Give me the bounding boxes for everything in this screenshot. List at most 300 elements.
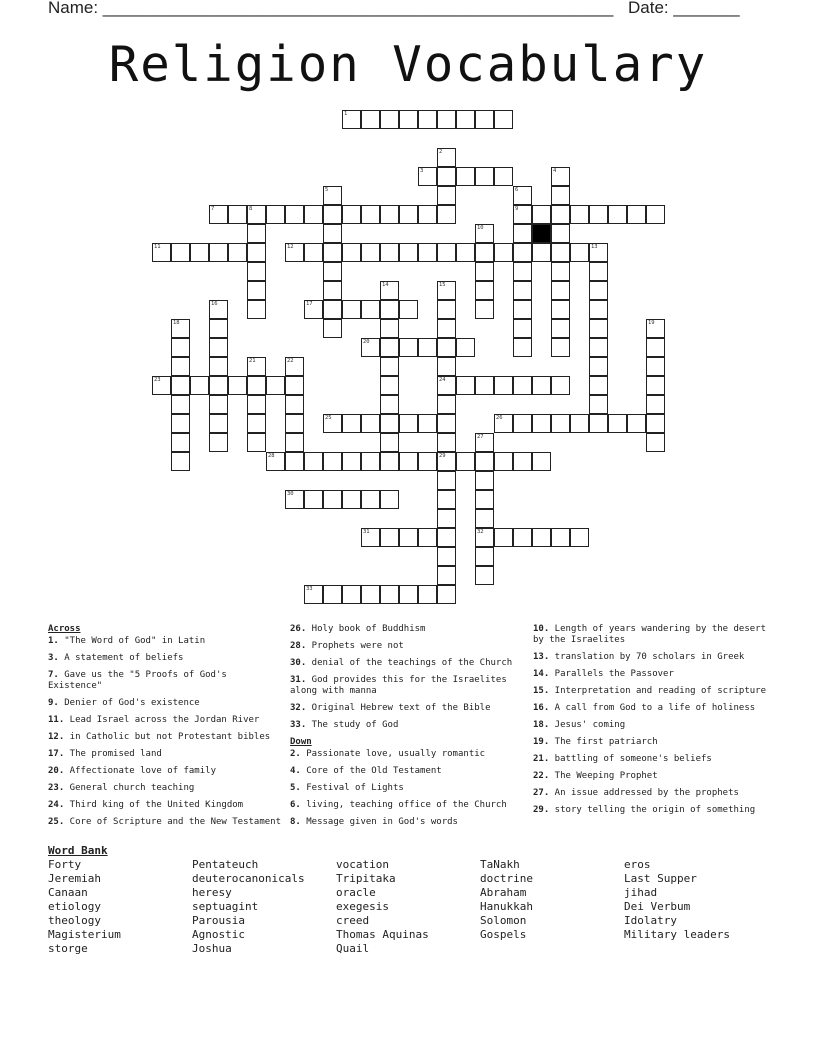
grid-cell[interactable] bbox=[209, 357, 228, 376]
word-bank-item: Canaan bbox=[48, 886, 88, 899]
clue-number: 12 bbox=[287, 244, 294, 250]
grid-cell[interactable] bbox=[399, 110, 418, 129]
grid-cell[interactable] bbox=[247, 414, 266, 433]
clue-number: 3 bbox=[420, 168, 424, 174]
grid-cell[interactable] bbox=[551, 224, 570, 243]
grid-cell[interactable] bbox=[399, 414, 418, 433]
grid-cell[interactable] bbox=[551, 376, 570, 395]
grid-cell[interactable] bbox=[304, 243, 323, 262]
grid-cell[interactable] bbox=[494, 376, 513, 395]
grid-cell[interactable] bbox=[399, 585, 418, 604]
grid-cell[interactable] bbox=[304, 585, 323, 604]
clue-item-text: The study of God bbox=[306, 720, 399, 730]
grid-cell[interactable] bbox=[437, 110, 456, 129]
clue-number: 7 bbox=[211, 206, 215, 212]
word-bank-item: oracle bbox=[336, 886, 376, 899]
grid-cell[interactable] bbox=[589, 414, 608, 433]
grid-cell[interactable] bbox=[456, 338, 475, 357]
clue-number: 26 bbox=[496, 415, 503, 421]
grid-cell[interactable] bbox=[228, 243, 247, 262]
grid-cell[interactable] bbox=[418, 414, 437, 433]
grid-cell[interactable] bbox=[475, 471, 494, 490]
grid-cell[interactable] bbox=[475, 167, 494, 186]
grid-cell[interactable] bbox=[209, 205, 228, 224]
grid-cell[interactable] bbox=[494, 528, 513, 547]
grid-cell[interactable] bbox=[532, 243, 551, 262]
grid-cell[interactable] bbox=[285, 357, 304, 376]
grid-cell[interactable] bbox=[437, 376, 456, 395]
clue-number: 19 bbox=[648, 320, 655, 326]
grid-cell[interactable] bbox=[323, 281, 342, 300]
grid-cell[interactable] bbox=[380, 414, 399, 433]
grid-cell[interactable] bbox=[323, 205, 342, 224]
grid-cell[interactable] bbox=[589, 395, 608, 414]
grid-cell[interactable] bbox=[171, 319, 190, 338]
grid-cell[interactable] bbox=[323, 452, 342, 471]
grid-cell[interactable] bbox=[399, 528, 418, 547]
grid-cell[interactable] bbox=[304, 300, 323, 319]
grid-cell[interactable] bbox=[380, 281, 399, 300]
word-bank-item: Dei Verbum bbox=[624, 900, 691, 913]
grid-cell[interactable] bbox=[475, 243, 494, 262]
grid-cell[interactable] bbox=[551, 205, 570, 224]
grid-cell[interactable] bbox=[475, 376, 494, 395]
grid-cell[interactable] bbox=[285, 433, 304, 452]
grid-cell[interactable] bbox=[285, 376, 304, 395]
grid-cell[interactable] bbox=[475, 224, 494, 243]
grid-cell[interactable] bbox=[627, 414, 646, 433]
word-bank-item: deuterocanonicals bbox=[192, 872, 305, 885]
grid-cell[interactable] bbox=[646, 338, 665, 357]
grid-cell[interactable] bbox=[209, 433, 228, 452]
grid-cell[interactable] bbox=[304, 452, 323, 471]
clue-item-number: 25. bbox=[48, 817, 65, 827]
grid-cell[interactable] bbox=[323, 585, 342, 604]
grid-cell[interactable] bbox=[380, 585, 399, 604]
grid-cell[interactable] bbox=[247, 395, 266, 414]
grid-cell[interactable] bbox=[570, 414, 589, 433]
grid-cell[interactable] bbox=[399, 243, 418, 262]
grid-cell[interactable] bbox=[171, 338, 190, 357]
grid-cell[interactable] bbox=[532, 205, 551, 224]
grid-cell[interactable] bbox=[418, 205, 437, 224]
grid-cell[interactable] bbox=[646, 395, 665, 414]
clue-item-text: denial of the teachings of the Church bbox=[306, 658, 513, 668]
clue-number: 17 bbox=[306, 301, 313, 307]
grid-cell[interactable] bbox=[437, 357, 456, 376]
grid-cell[interactable] bbox=[570, 243, 589, 262]
grid-cell[interactable] bbox=[361, 585, 380, 604]
clue-item bbox=[48, 783, 284, 794]
clue-item-text: in Catholic but not Protestant bibles bbox=[64, 732, 271, 742]
grid-cell[interactable] bbox=[323, 262, 342, 281]
grid-cell[interactable] bbox=[266, 452, 285, 471]
grid-cell[interactable] bbox=[342, 300, 361, 319]
word-bank-item: Last Supper bbox=[624, 872, 697, 885]
grid-cell[interactable] bbox=[437, 186, 456, 205]
grid-cell[interactable] bbox=[646, 433, 665, 452]
word-bank-item: theology bbox=[48, 914, 101, 927]
grid-cell[interactable] bbox=[437, 528, 456, 547]
grid-cell[interactable] bbox=[247, 243, 266, 262]
grid-cell[interactable] bbox=[570, 528, 589, 547]
grid-cell[interactable] bbox=[380, 110, 399, 129]
grid-cell[interactable] bbox=[437, 281, 456, 300]
grid-cell[interactable] bbox=[323, 300, 342, 319]
grid-cell[interactable] bbox=[551, 414, 570, 433]
clue-item-text: A statement of beliefs bbox=[58, 653, 184, 663]
grid-cell[interactable] bbox=[399, 300, 418, 319]
grid-cell[interactable] bbox=[513, 452, 532, 471]
grid-cell[interactable] bbox=[646, 205, 665, 224]
clue-item bbox=[533, 686, 773, 697]
grid-cell[interactable] bbox=[513, 262, 532, 281]
grid-cell[interactable] bbox=[551, 319, 570, 338]
grid-cell[interactable] bbox=[437, 338, 456, 357]
grid-cell[interactable] bbox=[190, 376, 209, 395]
clue-item bbox=[533, 703, 773, 714]
clue-item bbox=[533, 788, 773, 799]
clue-item-number: 8. bbox=[290, 817, 301, 827]
grid-cell[interactable] bbox=[513, 281, 532, 300]
grid-cell[interactable] bbox=[437, 433, 456, 452]
grid-cell[interactable] bbox=[342, 452, 361, 471]
clue-item bbox=[533, 720, 773, 731]
clue-item-text: Prophets were not bbox=[306, 641, 404, 651]
grid-cell[interactable] bbox=[513, 319, 532, 338]
grid-cell[interactable] bbox=[380, 319, 399, 338]
black-square bbox=[532, 224, 551, 243]
grid-cell[interactable] bbox=[475, 281, 494, 300]
grid-cell[interactable] bbox=[532, 376, 551, 395]
grid-cell[interactable] bbox=[475, 528, 494, 547]
grid-cell[interactable] bbox=[437, 490, 456, 509]
grid-cell[interactable] bbox=[494, 243, 513, 262]
grid-cell[interactable] bbox=[456, 376, 475, 395]
clue-item-text: Core of Scripture and the New Testament bbox=[64, 817, 282, 827]
grid-cell[interactable] bbox=[247, 224, 266, 243]
grid-cell[interactable] bbox=[513, 205, 532, 224]
grid-cell[interactable] bbox=[171, 376, 190, 395]
grid-cell[interactable] bbox=[171, 395, 190, 414]
grid-cell[interactable] bbox=[513, 186, 532, 205]
grid-cell[interactable] bbox=[437, 148, 456, 167]
grid-cell[interactable] bbox=[513, 414, 532, 433]
grid-cell[interactable] bbox=[437, 205, 456, 224]
grid-cell[interactable] bbox=[589, 319, 608, 338]
grid-cell[interactable] bbox=[304, 205, 323, 224]
grid-cell[interactable] bbox=[551, 528, 570, 547]
grid-cell[interactable] bbox=[380, 452, 399, 471]
grid-cell[interactable] bbox=[380, 338, 399, 357]
grid-cell[interactable] bbox=[418, 243, 437, 262]
date-label: Date: bbox=[628, 0, 674, 17]
grid-cell[interactable] bbox=[361, 205, 380, 224]
name-line: ______________________________________________________ bbox=[102, 0, 614, 17]
grid-cell[interactable] bbox=[304, 490, 323, 509]
clue-item-number: 1. bbox=[48, 636, 59, 646]
grid-cell[interactable] bbox=[380, 433, 399, 452]
grid-cell[interactable] bbox=[247, 376, 266, 395]
clue-item-text: translation by 70 scholars in Greek bbox=[549, 652, 745, 662]
grid-cell[interactable] bbox=[475, 262, 494, 281]
grid-cell[interactable] bbox=[570, 205, 589, 224]
grid-cell[interactable] bbox=[551, 281, 570, 300]
grid-cell[interactable] bbox=[361, 414, 380, 433]
grid-cell[interactable] bbox=[209, 395, 228, 414]
word-bank-item: vocation bbox=[336, 858, 389, 871]
clue-item-number: 21. bbox=[533, 754, 550, 764]
grid-cell[interactable] bbox=[209, 300, 228, 319]
grid-cell[interactable] bbox=[494, 110, 513, 129]
grid-cell[interactable] bbox=[475, 300, 494, 319]
clue-number: 25 bbox=[325, 415, 332, 421]
grid-cell[interactable] bbox=[342, 414, 361, 433]
grid-cell[interactable] bbox=[646, 414, 665, 433]
word-bank-item: Quail bbox=[336, 942, 370, 955]
grid-cell[interactable] bbox=[456, 243, 475, 262]
grid-cell[interactable] bbox=[380, 376, 399, 395]
word-bank-item: Gospels bbox=[480, 928, 527, 941]
grid-cell[interactable] bbox=[475, 452, 494, 471]
clue-item bbox=[290, 675, 522, 697]
grid-cell[interactable] bbox=[437, 547, 456, 566]
grid-cell[interactable] bbox=[380, 357, 399, 376]
grid-cell[interactable] bbox=[247, 281, 266, 300]
grid-cell[interactable] bbox=[247, 300, 266, 319]
word-bank-item: septuagint bbox=[192, 900, 259, 913]
grid-cell[interactable] bbox=[361, 490, 380, 509]
grid-cell[interactable] bbox=[285, 243, 304, 262]
grid-cell[interactable] bbox=[285, 490, 304, 509]
grid-cell[interactable] bbox=[437, 300, 456, 319]
grid-cell[interactable] bbox=[209, 414, 228, 433]
grid-cell[interactable] bbox=[418, 338, 437, 357]
grid-cell[interactable] bbox=[589, 243, 608, 262]
grid-cell[interactable] bbox=[152, 376, 171, 395]
grid-cell[interactable] bbox=[551, 300, 570, 319]
grid-cell[interactable] bbox=[513, 243, 532, 262]
grid-cell[interactable] bbox=[342, 110, 361, 129]
grid-cell[interactable] bbox=[380, 300, 399, 319]
grid-cell[interactable] bbox=[608, 205, 627, 224]
grid-cell[interactable] bbox=[513, 528, 532, 547]
clue-item-number: 24. bbox=[48, 800, 65, 810]
grid-cell[interactable] bbox=[646, 319, 665, 338]
grid-cell[interactable] bbox=[323, 319, 342, 338]
grid-cell[interactable] bbox=[285, 205, 304, 224]
clue-item bbox=[290, 749, 522, 760]
grid-cell[interactable] bbox=[171, 452, 190, 471]
grid-cell[interactable] bbox=[323, 224, 342, 243]
grid-cell[interactable] bbox=[323, 490, 342, 509]
clue-item-number: 5. bbox=[290, 783, 301, 793]
grid-cell[interactable] bbox=[589, 205, 608, 224]
grid-cell[interactable] bbox=[551, 243, 570, 262]
grid-cell[interactable] bbox=[551, 186, 570, 205]
grid-cell[interactable] bbox=[456, 167, 475, 186]
grid-cell[interactable] bbox=[513, 224, 532, 243]
grid-cell[interactable] bbox=[209, 376, 228, 395]
grid-cell[interactable] bbox=[361, 338, 380, 357]
grid-cell[interactable] bbox=[342, 585, 361, 604]
grid-cell[interactable] bbox=[380, 243, 399, 262]
grid-cell[interactable] bbox=[456, 452, 475, 471]
grid-cell[interactable] bbox=[380, 395, 399, 414]
grid-cell[interactable] bbox=[608, 414, 627, 433]
grid-cell[interactable] bbox=[399, 338, 418, 357]
grid-cell[interactable] bbox=[361, 110, 380, 129]
clue-item bbox=[533, 771, 773, 782]
grid-cell[interactable] bbox=[475, 566, 494, 585]
clue-item bbox=[48, 766, 284, 777]
grid-cell[interactable] bbox=[323, 243, 342, 262]
grid-cell[interactable] bbox=[475, 433, 494, 452]
clue-item-number: 6. bbox=[290, 800, 301, 810]
grid-cell[interactable] bbox=[513, 376, 532, 395]
word-bank-item: creed bbox=[336, 914, 370, 927]
clues-column-3 bbox=[533, 624, 773, 822]
grid-cell[interactable] bbox=[437, 509, 456, 528]
grid-cell[interactable] bbox=[532, 452, 551, 471]
clue-item-text: The promised land bbox=[64, 749, 162, 759]
grid-cell[interactable] bbox=[342, 243, 361, 262]
grid-cell[interactable] bbox=[209, 243, 228, 262]
clue-item-number: 11. bbox=[48, 715, 65, 725]
clue-number: 20 bbox=[363, 339, 370, 345]
grid-cell[interactable] bbox=[266, 376, 285, 395]
grid-cell[interactable] bbox=[513, 300, 532, 319]
grid-cell[interactable] bbox=[418, 452, 437, 471]
grid-cell[interactable] bbox=[437, 414, 456, 433]
grid-cell[interactable] bbox=[475, 110, 494, 129]
grid-cell[interactable] bbox=[152, 243, 171, 262]
grid-cell[interactable] bbox=[589, 300, 608, 319]
clue-number: 15 bbox=[439, 282, 446, 288]
grid-cell[interactable] bbox=[551, 167, 570, 186]
grid-cell[interactable] bbox=[361, 300, 380, 319]
grid-cell[interactable] bbox=[418, 585, 437, 604]
grid-cell[interactable] bbox=[247, 357, 266, 376]
grid-cell[interactable] bbox=[494, 452, 513, 471]
across-heading: Across bbox=[48, 624, 81, 634]
grid-cell[interactable] bbox=[247, 433, 266, 452]
grid-cell[interactable] bbox=[494, 167, 513, 186]
grid-cell[interactable] bbox=[589, 376, 608, 395]
grid-cell[interactable] bbox=[266, 205, 285, 224]
grid-cell[interactable] bbox=[646, 376, 665, 395]
clue-number: 13 bbox=[591, 244, 598, 250]
grid-cell[interactable] bbox=[589, 262, 608, 281]
grid-cell[interactable] bbox=[285, 395, 304, 414]
grid-cell[interactable] bbox=[418, 167, 437, 186]
grid-cell[interactable] bbox=[551, 338, 570, 357]
grid-cell[interactable] bbox=[171, 433, 190, 452]
grid-cell[interactable] bbox=[209, 319, 228, 338]
grid-cell[interactable] bbox=[380, 205, 399, 224]
grid-cell[interactable] bbox=[532, 528, 551, 547]
clue-item-number: 15. bbox=[533, 686, 550, 696]
clue-item bbox=[290, 624, 522, 635]
clue-item-number: 9. bbox=[48, 698, 59, 708]
grid-cell[interactable] bbox=[171, 357, 190, 376]
word-bank bbox=[48, 858, 788, 956]
grid-cell[interactable] bbox=[209, 338, 228, 357]
clue-item-text: A call from God to a life of holiness bbox=[549, 703, 756, 713]
grid-cell[interactable] bbox=[285, 452, 304, 471]
grid-cell[interactable] bbox=[437, 585, 456, 604]
grid-cell[interactable] bbox=[437, 395, 456, 414]
grid-cell[interactable] bbox=[171, 414, 190, 433]
grid-cell[interactable] bbox=[247, 205, 266, 224]
grid-cell[interactable] bbox=[475, 490, 494, 509]
grid-cell[interactable] bbox=[437, 471, 456, 490]
grid-cell[interactable] bbox=[342, 205, 361, 224]
clue-number: 31 bbox=[363, 529, 370, 535]
clue-number: 28 bbox=[268, 453, 275, 459]
grid-cell[interactable] bbox=[475, 509, 494, 528]
grid-cell[interactable] bbox=[437, 319, 456, 338]
grid-cell[interactable] bbox=[494, 414, 513, 433]
grid-cell[interactable] bbox=[532, 414, 551, 433]
grid-cell[interactable] bbox=[437, 566, 456, 585]
clue-item-text: Third king of the United Kingdom bbox=[64, 800, 244, 810]
grid-cell[interactable] bbox=[589, 281, 608, 300]
grid-cell[interactable] bbox=[228, 376, 247, 395]
clue-item-number: 10. bbox=[533, 624, 550, 634]
grid-cell[interactable] bbox=[361, 243, 380, 262]
grid-cell[interactable] bbox=[551, 262, 570, 281]
grid-cell[interactable] bbox=[627, 205, 646, 224]
word-bank-item: Thomas Aquinas bbox=[336, 928, 429, 941]
clue-item-number: 14. bbox=[533, 669, 550, 679]
grid-cell[interactable] bbox=[247, 262, 266, 281]
clue-item-text: Core of the Old Testament bbox=[300, 766, 442, 776]
grid-cell[interactable] bbox=[342, 490, 361, 509]
clue-item-number: 30. bbox=[290, 658, 307, 668]
clue-number: 33 bbox=[306, 586, 313, 592]
clue-item-number: 20. bbox=[48, 766, 65, 776]
grid-cell[interactable] bbox=[418, 528, 437, 547]
grid-cell[interactable] bbox=[399, 205, 418, 224]
grid-cell[interactable] bbox=[361, 452, 380, 471]
grid-cell[interactable] bbox=[323, 186, 342, 205]
grid-cell[interactable] bbox=[437, 167, 456, 186]
grid-cell[interactable] bbox=[399, 452, 418, 471]
date-line: _______ bbox=[673, 0, 740, 17]
grid-cell[interactable] bbox=[361, 528, 380, 547]
clue-number: 4 bbox=[553, 168, 557, 174]
clue-item-text: Length of years wandering by the desert by the Israelites bbox=[533, 624, 767, 645]
grid-cell[interactable] bbox=[228, 205, 247, 224]
grid-cell[interactable] bbox=[285, 414, 304, 433]
grid-cell[interactable] bbox=[323, 414, 342, 433]
grid-cell[interactable] bbox=[437, 243, 456, 262]
grid-cell[interactable] bbox=[646, 357, 665, 376]
grid-cell[interactable] bbox=[418, 110, 437, 129]
grid-cell[interactable] bbox=[380, 490, 399, 509]
grid-cell[interactable] bbox=[171, 243, 190, 262]
grid-cell[interactable] bbox=[589, 357, 608, 376]
grid-cell[interactable] bbox=[190, 243, 209, 262]
grid-cell[interactable] bbox=[513, 338, 532, 357]
grid-cell[interactable] bbox=[437, 452, 456, 471]
grid-cell[interactable] bbox=[589, 338, 608, 357]
grid-cell[interactable] bbox=[475, 547, 494, 566]
down-heading: Down bbox=[290, 737, 312, 747]
grid-cell[interactable] bbox=[456, 110, 475, 129]
grid-cell[interactable] bbox=[380, 528, 399, 547]
